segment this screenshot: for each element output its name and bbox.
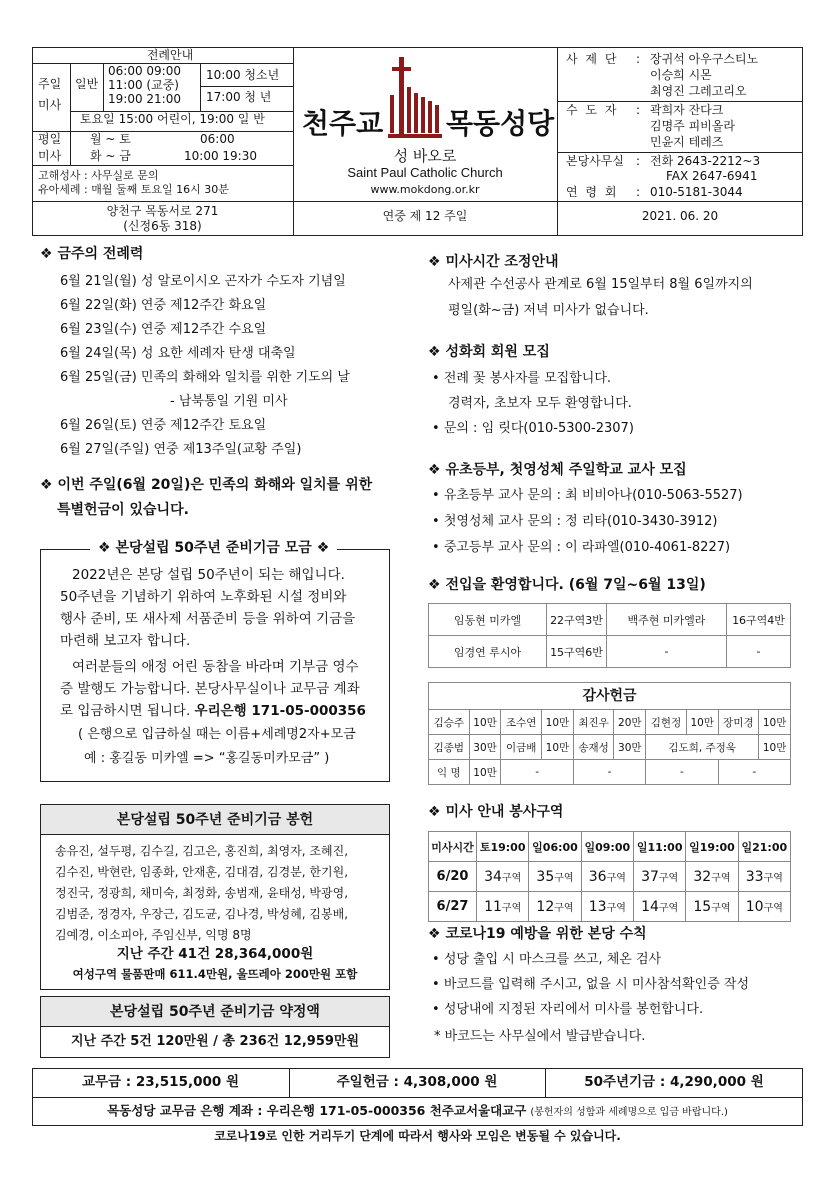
bulletin-date: 2021. 06. 20 xyxy=(641,209,719,223)
covid-rules-title: ❖ 코로나19 예방을 위한 본당 수칙 xyxy=(428,926,647,942)
service-title: ❖ 미사 안내 봉사구역 xyxy=(428,804,564,820)
fund-notice-title: ❖ 본당설립 50주년 준비기금 모금 ❖ xyxy=(90,540,337,556)
welcome-title: ❖ 전입을 환영합니다. (6월 7일~6월 13일) xyxy=(428,577,706,593)
covid-notice: 코로나19로 인한 거리두기 단계에 따라서 행사와 모임은 변동될 수 있습니다. xyxy=(214,1129,621,1143)
saturday-mass: 토요일 15:00 어린이, 19:00 일 반 xyxy=(80,112,265,126)
church-logo-icon xyxy=(386,57,444,139)
office-fax: FAX 2647-6941 xyxy=(666,169,758,183)
sunday-time-2: 11:00 (교중) xyxy=(108,78,179,92)
infant-baptism-info: 유아세례 : 매월 둘째 토요일 16시 30분 xyxy=(38,183,229,196)
website-link[interactable]: www.mokdong.or.kr xyxy=(370,183,480,196)
special-collection-notice: ❖ 이번 주일(6월 20일)은 민족의 화해와 일치를 위한 xyxy=(40,477,373,493)
sunday-time-1: 06:00 09:00 xyxy=(108,64,181,78)
address-line-2: (신정6동 318) xyxy=(123,219,202,233)
address-line-1: 양천구 목동서로 271 xyxy=(106,204,219,218)
staff-role-religious: 수 도 자 xyxy=(566,103,619,117)
confession-info: 고해성사 : 사무실로 문의 xyxy=(38,169,159,182)
young-adult-time: 17:00 청 년 xyxy=(206,90,272,104)
council-phone: 010-5181-3044 xyxy=(650,185,743,199)
liturgy-guide-title: 전례안내 xyxy=(146,48,194,62)
thanks-table: 김승주 10만 조수연 10만 최진우 20만 김현정 10만 장미경 10만 김종범 30만 이금배 10만 송재성 30만 김도희, 주정욱 10만 익 명 10만 - - - - xyxy=(428,709,791,785)
welcome-table: 임동현 미카엘 22구역3반 백주현 미카엘라 16구역4반 임경연 루시아 15구역6반 - - xyxy=(428,603,791,668)
donors-total: 지난 주간 41건 28,364,000원 xyxy=(116,946,314,962)
pledge-title: 본당설립 50주년 준비기금 약정액 xyxy=(110,1004,320,1020)
mass-time-notice-title: ❖ 미사시간 조정안내 xyxy=(428,254,559,270)
week-title: 연중 제 12 주일 xyxy=(382,209,468,223)
service-table: 미사시간 토19:00 일06:00 일09:00 일11:00 일19:00 일21:00 6/20 34구역 35구역 36구역 37구역 32구역 33구역 6/27 11구역 12구역 13구역 14구역 15구역 10구역 xyxy=(428,831,791,922)
sunday-school-title: ❖ 유초등부, 첫영성체 주일학교 교사 모집 xyxy=(428,462,687,478)
fund-bank-account: 우리은행 171-05-000356 xyxy=(194,703,366,719)
church-name-right: 목동성당 xyxy=(446,107,555,140)
liturgy-calendar-title: ❖ 금주의 전례력 xyxy=(40,246,144,262)
church-name-left: 천주교 xyxy=(302,107,384,140)
office-phone: 전화 2643-2212~3 xyxy=(650,154,761,168)
thanks-title: 감사헌금 xyxy=(582,688,637,704)
tithe-account: 목동성당 교무금 은행 계좌 : 우리은행 171-05-000356 천주교서울대교구 (봉헌자의 성함과 세례명으로 입금 바랍니다.) xyxy=(107,1103,728,1118)
donors-subtotal: 여성구역 물품판매 611.4만원, 울뜨레아 200만원 포함 xyxy=(72,967,358,981)
altar-guild-title: ❖ 성화회 회원 모집 xyxy=(428,344,550,360)
staff-role-priests: 사 제 단 xyxy=(566,52,619,66)
church-saint: 성 바오로 xyxy=(393,147,457,165)
church-english-name: Saint Paul Catholic Church xyxy=(347,165,503,180)
pledge-value: 지난 주간 5건 120만원 / 총 236건 12,959만원 xyxy=(70,1034,360,1049)
sunday-offering-total: 주일헌금 : 4,308,000 원 xyxy=(336,1074,498,1090)
sunday-time-3: 19:00 21:00 xyxy=(108,92,181,106)
youth-time: 10:00 청소년 xyxy=(206,68,280,82)
donors-title: 본당설립 50주년 준비기금 봉헌 xyxy=(116,812,314,828)
fund-total: 50주년기금 : 4,290,000 원 xyxy=(584,1074,764,1090)
tithe-total: 교무금 : 23,515,000 원 xyxy=(81,1074,240,1090)
